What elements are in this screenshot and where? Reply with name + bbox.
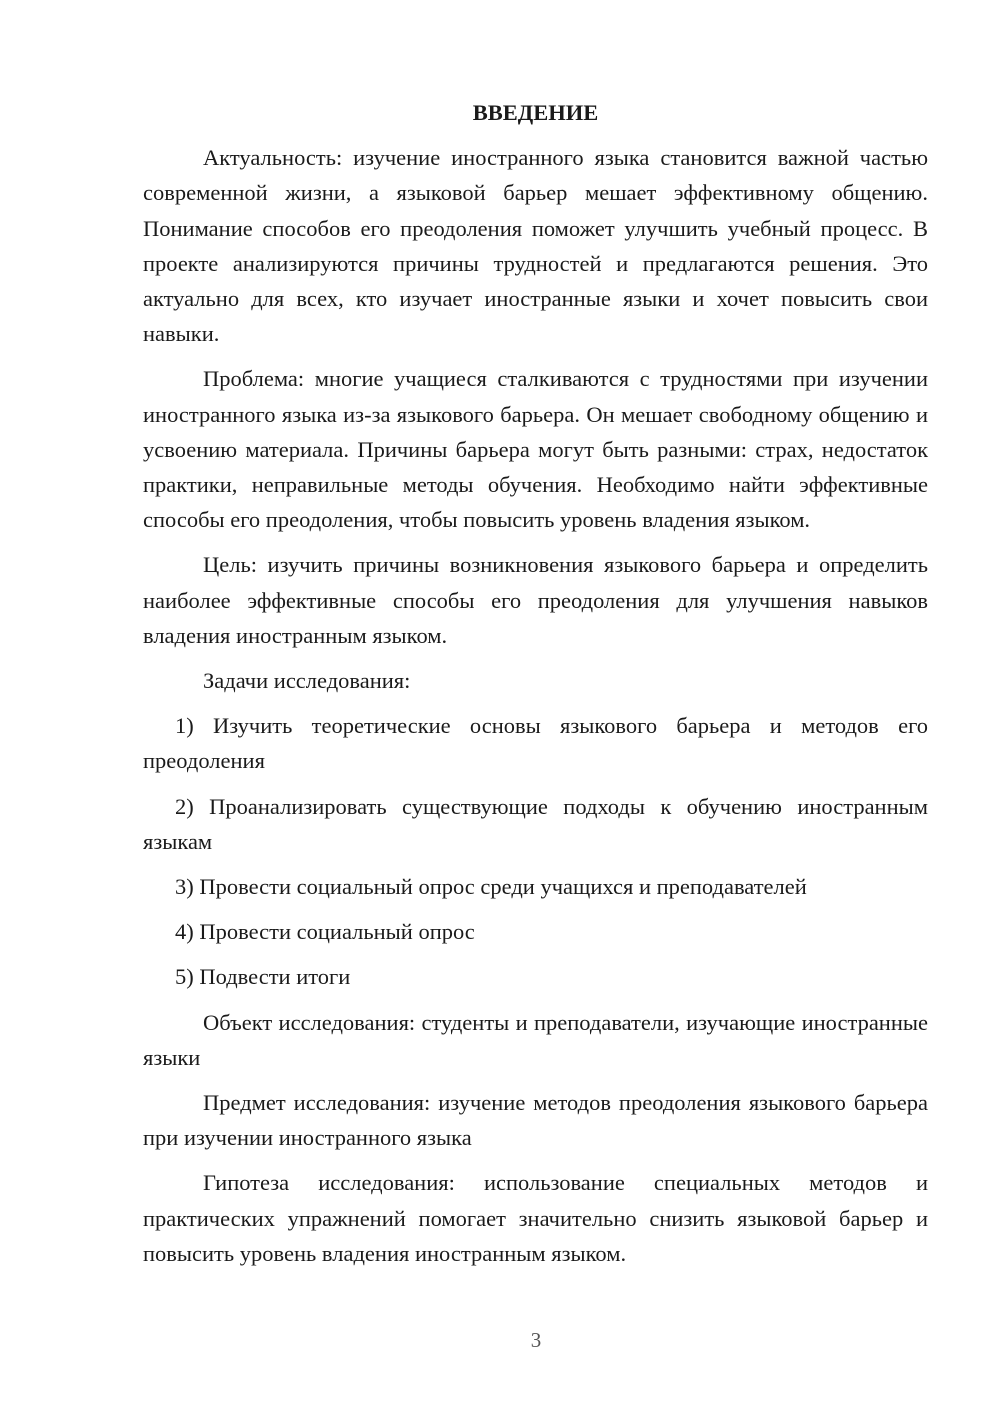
task-item: 1) Изучить теоретические основы языкового барьера и методов его преодоления (143, 713, 928, 774)
task-item: 5) Подвести итоги (175, 964, 351, 990)
subject-paragraph: Предмет исследования: изучение методов преодоления языкового барьера при изучении иностранного языка (143, 1090, 928, 1151)
task-item: 3) Провести социальный опрос среди учащихся и преподавателей (175, 874, 807, 900)
task-item: 2) Проанализировать существующие подходы к обучению иностранным языкам (143, 793, 928, 854)
goal-paragraph: Цель: изучить причины возникновения языкового барьера и определить наиболее эффективные способы его преодоления для улучшения навыков владения иностранным языком. (143, 552, 928, 648)
relevance-paragraph: Актуальность: изучение иностранного языка становится важной частью современной жизни, а языковой барьер мешает эффективному общению. Понимание способов его преодоления поможет улучшить учебный процесс. В проекте анализируются причины трудностей и предлагаются решения. Это актуально для всех, кто изучает иностранные языки и хочет повысить свои навыки. (143, 145, 928, 347)
task-item: 4) Провести социальный опрос (175, 919, 475, 945)
page-number: 3 (530, 1328, 542, 1352)
tasks-heading: Задачи исследования: (203, 668, 411, 694)
page-title: ВВЕДЕНИЕ (472, 100, 599, 125)
problem-paragraph: Проблема: многие учащиеся сталкиваются с трудностями при изучении иностранного языка из-за языкового барьера. Он мешает свободному общению и усвоению материала. Причины барьера могут быть разными: страх, недостаток практики, неправильные методы обучения. Необходимо найти эффективные способы его преодоления, чтобы повысить уровень владения языком. (143, 366, 928, 533)
document-body (143, 95, 928, 1281)
hypothesis-paragraph: Гипотеза исследования: использование специальных методов и практических упражнений помогает значительно снизить языковой барьер и повысить уровень владения иностранным языком. (143, 1170, 928, 1266)
object-paragraph: Объект исследования: студенты и преподаватели, изучающие иностранные языки (143, 1009, 928, 1070)
